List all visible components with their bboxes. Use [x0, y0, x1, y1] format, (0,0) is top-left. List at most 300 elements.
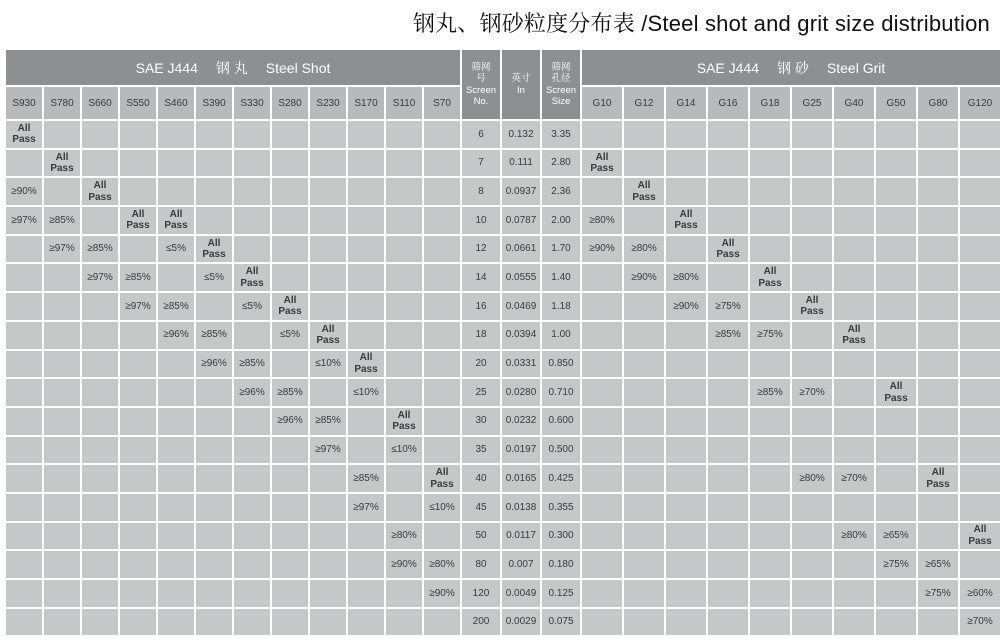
- shot-cell-S280-screen8: [272, 178, 308, 205]
- shot-cell-S460-screen12: ≤5%: [158, 236, 194, 263]
- shot-column-header-S110: S110: [386, 87, 422, 119]
- grit-cell-G18-screen45: [750, 494, 790, 521]
- inch-cell-6: 0.132: [502, 121, 540, 148]
- shot-cell-S550-screen80: [120, 551, 156, 578]
- shot-cell-S460-screen45: [158, 494, 194, 521]
- shot-cell-S550-screen6: [120, 121, 156, 148]
- grit-cell-G120-screen120: ≥60%: [960, 580, 1000, 607]
- grit-cell-G80-screen120: ≥75%: [918, 580, 958, 607]
- grit-cell-G16-screen7: [708, 150, 748, 177]
- grit-cell-G25-screen16: All Pass: [792, 293, 832, 320]
- shot-cell-S780-screen30: [44, 408, 80, 435]
- grit-cell-G16-screen45: [708, 494, 748, 521]
- grit-cell-G10-screen120: [582, 580, 622, 607]
- grit-cell-G16-screen8: [708, 178, 748, 205]
- shot-cell-S70-screen200: [424, 609, 460, 636]
- shot-cell-S330-screen45: [234, 494, 270, 521]
- grit-cell-G14-screen7: [666, 150, 706, 177]
- shot-cell-S280-screen16: All Pass: [272, 293, 308, 320]
- shot-cell-S660-screen20: [82, 351, 118, 378]
- shot-cell-S170-screen45: ≥97%: [348, 494, 384, 521]
- grit-cell-G18-screen18: ≥75%: [750, 322, 790, 349]
- shot-cell-S390-screen200: [196, 609, 232, 636]
- shot-cell-S780-screen18: [44, 322, 80, 349]
- grit-cell-G16-screen10: [708, 207, 748, 234]
- inch-header-line: 英寸: [511, 73, 531, 85]
- grit-cell-G120-screen40: [960, 465, 1000, 492]
- grit-cell-G120-screen200: ≥70%: [960, 609, 1000, 636]
- grit-cell-G12-screen6: [624, 121, 664, 148]
- shot-cell-S550-screen25: [120, 379, 156, 406]
- shot-column-header-S170: S170: [348, 87, 384, 119]
- screen-size-header-line: Screen: [545, 84, 577, 96]
- shot-cell-S390-screen7: [196, 150, 232, 177]
- shot-cell-S70-screen35: [424, 437, 460, 464]
- screen-size-cell-200: 0.075: [542, 609, 580, 636]
- shot-cell-S550-screen35: [120, 437, 156, 464]
- grit-cell-G25-screen80: [792, 551, 832, 578]
- grit-cell-G18-screen14: All Pass: [750, 264, 790, 291]
- shot-cell-S390-screen45: [196, 494, 232, 521]
- inch-cell-80: 0.007: [502, 551, 540, 578]
- shot-cell-S110-screen6: [386, 121, 422, 148]
- shot-cell-S660-screen45: [82, 494, 118, 521]
- shot-cell-S390-screen80: [196, 551, 232, 578]
- inch-cell-12: 0.0661: [502, 236, 540, 263]
- shot-cell-S930-screen8: ≥90%: [6, 178, 42, 205]
- grit-cell-G80-screen80: ≥65%: [918, 551, 958, 578]
- inch-cell-45: 0.0138: [502, 494, 540, 521]
- shot-column-header-S550: S550: [120, 87, 156, 119]
- grit-column-header-G12: G12: [624, 87, 664, 119]
- shot-column-header-S930: S930: [6, 87, 42, 119]
- shot-cell-S230-screen40: [310, 465, 346, 492]
- shot-cell-S390-screen10: [196, 207, 232, 234]
- screen-no-cell-50: 50: [462, 523, 500, 550]
- shot-cell-S280-screen40: [272, 465, 308, 492]
- shot-cell-S460-screen25: [158, 379, 194, 406]
- shot-cell-S390-screen6: [196, 121, 232, 148]
- inch-cell-40: 0.0165: [502, 465, 540, 492]
- shot-cell-S780-screen35: [44, 437, 80, 464]
- grit-cell-G120-screen7: [960, 150, 1000, 177]
- screen-no-cell-80: 80: [462, 551, 500, 578]
- shot-cell-S70-screen50: [424, 523, 460, 550]
- grit-cell-G12-screen50: [624, 523, 664, 550]
- shot-cell-S170-screen14: [348, 264, 384, 291]
- grit-cell-G18-screen35: [750, 437, 790, 464]
- inch-cell-14: 0.0555: [502, 264, 540, 291]
- inch-cell-35: 0.0197: [502, 437, 540, 464]
- shot-cell-S550-screen18: [120, 322, 156, 349]
- shot-cell-S460-screen10: All Pass: [158, 207, 194, 234]
- grit-cell-G80-screen6: [918, 121, 958, 148]
- shot-cell-S230-screen16: [310, 293, 346, 320]
- shot-cell-S330-screen80: [234, 551, 270, 578]
- screen-size-header: [542, 50, 580, 119]
- screen-no-cell-10: 10: [462, 207, 500, 234]
- grit-cell-G10-screen20: [582, 351, 622, 378]
- shot-cell-S390-screen120: [196, 580, 232, 607]
- screen-size-cell-25: 0.710: [542, 379, 580, 406]
- shot-cell-S280-screen25: ≥85%: [272, 379, 308, 406]
- shot-cell-S170-screen7: [348, 150, 384, 177]
- grit-cell-G16-screen25: [708, 379, 748, 406]
- grit-column-header-G10: G10: [582, 87, 622, 119]
- shot-cell-S280-screen35: [272, 437, 308, 464]
- grit-cell-G120-screen12: [960, 236, 1000, 263]
- shot-cell-S230-screen200: [310, 609, 346, 636]
- shot-cell-S330-screen120: [234, 580, 270, 607]
- shot-cell-S780-screen10: ≥85%: [44, 207, 80, 234]
- grit-cell-G25-screen25: ≥70%: [792, 379, 832, 406]
- shot-cell-S780-screen8: [44, 178, 80, 205]
- screen-size-cell-35: 0.500: [542, 437, 580, 464]
- grit-cell-G120-screen45: [960, 494, 1000, 521]
- shot-cell-S460-screen120: [158, 580, 194, 607]
- shot-cell-S780-screen25: [44, 379, 80, 406]
- grit-cell-G80-screen40: All Pass: [918, 465, 958, 492]
- screen-size-cell-40: 0.425: [542, 465, 580, 492]
- shot-cell-S930-screen200: [6, 609, 42, 636]
- shot-cell-S550-screen14: ≥85%: [120, 264, 156, 291]
- grit-cell-G16-screen12: All Pass: [708, 236, 748, 263]
- inch-cell-8: 0.0937: [502, 178, 540, 205]
- grit-cell-G14-screen120: [666, 580, 706, 607]
- grit-cell-G80-screen12: [918, 236, 958, 263]
- grit-cell-G12-screen7: [624, 150, 664, 177]
- shot-cell-S280-screen14: [272, 264, 308, 291]
- shot-cell-S280-screen200: [272, 609, 308, 636]
- grit-cell-G50-screen6: [876, 121, 916, 148]
- shot-cell-S230-screen35: ≥97%: [310, 437, 346, 464]
- shot-cell-S660-screen25: [82, 379, 118, 406]
- shot-cell-S70-screen8: [424, 178, 460, 205]
- shot-cell-S230-screen80: [310, 551, 346, 578]
- shot-cell-S330-screen6: [234, 121, 270, 148]
- grit-cell-G120-screen30: [960, 408, 1000, 435]
- shot-cell-S330-screen10: [234, 207, 270, 234]
- shot-cell-S170-screen40: ≥85%: [348, 465, 384, 492]
- shot-cell-S550-screen50: [120, 523, 156, 550]
- screen-no-cell-45: 45: [462, 494, 500, 521]
- shot-cell-S70-screen16: [424, 293, 460, 320]
- shot-cell-S660-screen8: All Pass: [82, 178, 118, 205]
- screen-no-header: [462, 50, 500, 119]
- screen-size-cell-12: 1.70: [542, 236, 580, 263]
- shot-cell-S930-screen6: All Pass: [6, 121, 42, 148]
- shot-cell-S110-screen50: ≥80%: [386, 523, 422, 550]
- grit-cell-G10-screen18: [582, 322, 622, 349]
- grit-cell-G18-screen7: [750, 150, 790, 177]
- shot-cell-S930-screen18: [6, 322, 42, 349]
- grit-cell-G80-screen14: [918, 264, 958, 291]
- grit-cell-G14-screen50: [666, 523, 706, 550]
- grit-cell-G14-screen45: [666, 494, 706, 521]
- shot-cell-S390-screen50: [196, 523, 232, 550]
- shot-cell-S460-screen200: [158, 609, 194, 636]
- shot-cell-S930-screen45: [6, 494, 42, 521]
- grit-cell-G14-screen30: [666, 408, 706, 435]
- grit-cell-G40-screen35: [834, 437, 874, 464]
- grit-cell-G18-screen6: [750, 121, 790, 148]
- shot-cell-S550-screen20: [120, 351, 156, 378]
- shot-cell-S390-screen40: [196, 465, 232, 492]
- shot-cell-S70-screen20: [424, 351, 460, 378]
- shot-cell-S460-screen20: [158, 351, 194, 378]
- grit-cell-G50-screen50: ≥65%: [876, 523, 916, 550]
- screen-size-cell-7: 2.80: [542, 150, 580, 177]
- shot-group-header: [6, 50, 460, 85]
- grit-cell-G18-screen200: [750, 609, 790, 636]
- shot-cell-S460-screen50: [158, 523, 194, 550]
- grit-cell-G12-screen14: ≥90%: [624, 264, 664, 291]
- grit-cell-G25-screen18: [792, 322, 832, 349]
- grit-cell-G80-screen7: [918, 150, 958, 177]
- grit-column-header-G14: G14: [666, 87, 706, 119]
- page-title: 钢丸、钢砂粒度分布表 /Steel shot and grit size distribution: [412, 11, 990, 36]
- shot-cell-S330-screen35: [234, 437, 270, 464]
- screen-no-cell-20: 20: [462, 351, 500, 378]
- shot-cell-S70-screen6: [424, 121, 460, 148]
- inch-cell-7: 0.111: [502, 150, 540, 177]
- inch-cell-16: 0.0469: [502, 293, 540, 320]
- grit-cell-G10-screen8: [582, 178, 622, 205]
- shot-cell-S330-screen50: [234, 523, 270, 550]
- grit-cell-G80-screen200: [918, 609, 958, 636]
- shot-cell-S280-screen10: [272, 207, 308, 234]
- shot-cell-S170-screen12: [348, 236, 384, 263]
- screen-size-cell-18: 1.00: [542, 322, 580, 349]
- grit-cell-G50-screen25: All Pass: [876, 379, 916, 406]
- grit-cell-G18-screen30: [750, 408, 790, 435]
- grit-cell-G25-screen30: [792, 408, 832, 435]
- grit-cell-G10-screen80: [582, 551, 622, 578]
- grit-group-header-standard: SAE J444: [696, 59, 759, 76]
- grit-cell-G14-screen14: ≥80%: [666, 264, 706, 291]
- shot-cell-S930-screen80: [6, 551, 42, 578]
- screen-no-cell-120: 120: [462, 580, 500, 607]
- shot-cell-S660-screen30: [82, 408, 118, 435]
- inch-cell-30: 0.0232: [502, 408, 540, 435]
- grit-cell-G12-screen12: ≥80%: [624, 236, 664, 263]
- grit-cell-G120-screen10: [960, 207, 1000, 234]
- shot-cell-S390-screen14: ≤5%: [196, 264, 232, 291]
- shot-cell-S660-screen10: [82, 207, 118, 234]
- grit-cell-G12-screen200: [624, 609, 664, 636]
- grit-column-header-G40: G40: [834, 87, 874, 119]
- shot-cell-S660-screen200: [82, 609, 118, 636]
- shot-cell-S170-screen35: [348, 437, 384, 464]
- shot-cell-S170-screen80: [348, 551, 384, 578]
- grit-cell-G18-screen12: [750, 236, 790, 263]
- grit-cell-G25-screen7: [792, 150, 832, 177]
- grit-cell-G80-screen25: [918, 379, 958, 406]
- shot-cell-S70-screen45: ≤10%: [424, 494, 460, 521]
- shot-cell-S460-screen30: [158, 408, 194, 435]
- grit-cell-G10-screen25: [582, 379, 622, 406]
- screen-size-cell-120: 0.125: [542, 580, 580, 607]
- shot-column-header-S780: S780: [44, 87, 80, 119]
- grit-cell-G40-screen12: [834, 236, 874, 263]
- grit-cell-G80-screen10: [918, 207, 958, 234]
- shot-cell-S660-screen50: [82, 523, 118, 550]
- grit-cell-G14-screen6: [666, 121, 706, 148]
- shot-cell-S390-screen35: [196, 437, 232, 464]
- screen-size-header-line: 筛网: [551, 62, 571, 74]
- grit-cell-G18-screen50: [750, 523, 790, 550]
- shot-cell-S550-screen40: [120, 465, 156, 492]
- grit-cell-G120-screen8: [960, 178, 1000, 205]
- grit-cell-G120-screen20: [960, 351, 1000, 378]
- grit-cell-G12-screen80: [624, 551, 664, 578]
- shot-cell-S110-screen7: [386, 150, 422, 177]
- shot-cell-S230-screen120: [310, 580, 346, 607]
- shot-cell-S170-screen10: [348, 207, 384, 234]
- inch-cell-18: 0.0394: [502, 322, 540, 349]
- grit-cell-G25-screen12: [792, 236, 832, 263]
- grit-cell-G16-screen30: [708, 408, 748, 435]
- shot-cell-S390-screen20: ≥96%: [196, 351, 232, 378]
- grit-cell-G120-screen35: [960, 437, 1000, 464]
- shot-cell-S330-screen16: ≤5%: [234, 293, 270, 320]
- grit-cell-G12-screen30: [624, 408, 664, 435]
- shot-cell-S550-screen12: [120, 236, 156, 263]
- shot-cell-S330-screen30: [234, 408, 270, 435]
- shot-cell-S110-screen40: [386, 465, 422, 492]
- grit-group-header-name_cn: 钢 砂: [777, 59, 809, 76]
- grit-cell-G12-screen45: [624, 494, 664, 521]
- shot-cell-S460-screen80: [158, 551, 194, 578]
- grit-cell-G16-screen20: [708, 351, 748, 378]
- shot-cell-S390-screen12: All Pass: [196, 236, 232, 263]
- shot-cell-S70-screen80: ≥80%: [424, 551, 460, 578]
- grit-cell-G16-screen14: [708, 264, 748, 291]
- shot-cell-S930-screen14: [6, 264, 42, 291]
- screen-size-cell-20: 0.850: [542, 351, 580, 378]
- inch-cell-20: 0.0331: [502, 351, 540, 378]
- shot-group-header-name_en: Steel Shot: [265, 59, 331, 76]
- grit-cell-G40-screen45: [834, 494, 874, 521]
- grit-cell-G18-screen16: [750, 293, 790, 320]
- screen-no-header-line: No.: [473, 95, 489, 107]
- grit-cell-G10-screen16: [582, 293, 622, 320]
- grit-cell-G10-screen12: ≥90%: [582, 236, 622, 263]
- shot-cell-S660-screen120: [82, 580, 118, 607]
- grit-cell-G16-screen16: ≥75%: [708, 293, 748, 320]
- grit-cell-G16-screen120: [708, 580, 748, 607]
- shot-cell-S550-screen200: [120, 609, 156, 636]
- shot-cell-S70-screen30: [424, 408, 460, 435]
- shot-cell-S930-screen120: [6, 580, 42, 607]
- grit-cell-G120-screen16: [960, 293, 1000, 320]
- inch-cell-200: 0.0029: [502, 609, 540, 636]
- shot-cell-S170-screen16: [348, 293, 384, 320]
- grit-cell-G25-screen120: [792, 580, 832, 607]
- shot-cell-S930-screen20: [6, 351, 42, 378]
- shot-cell-S390-screen30: [196, 408, 232, 435]
- shot-cell-S280-screen7: [272, 150, 308, 177]
- shot-cell-S930-screen10: ≥97%: [6, 207, 42, 234]
- grit-cell-G50-screen45: [876, 494, 916, 521]
- shot-cell-S780-screen80: [44, 551, 80, 578]
- grit-cell-G14-screen35: [666, 437, 706, 464]
- shot-cell-S660-screen6: [82, 121, 118, 148]
- shot-cell-S110-screen10: [386, 207, 422, 234]
- grit-cell-G50-screen120: [876, 580, 916, 607]
- shot-cell-S330-screen12: [234, 236, 270, 263]
- grit-cell-G12-screen10: [624, 207, 664, 234]
- screen-size-cell-80: 0.180: [542, 551, 580, 578]
- shot-cell-S70-screen25: [424, 379, 460, 406]
- shot-cell-S780-screen50: [44, 523, 80, 550]
- screen-no-cell-14: 14: [462, 264, 500, 291]
- grit-cell-G10-screen7: All Pass: [582, 150, 622, 177]
- shot-column-header-S330: S330: [234, 87, 270, 119]
- shot-cell-S170-screen30: [348, 408, 384, 435]
- shot-cell-S660-screen80: [82, 551, 118, 578]
- grit-cell-G14-screen18: [666, 322, 706, 349]
- grit-cell-G80-screen50: [918, 523, 958, 550]
- shot-cell-S550-screen7: [120, 150, 156, 177]
- grit-cell-G25-screen40: ≥80%: [792, 465, 832, 492]
- screen-size-cell-30: 0.600: [542, 408, 580, 435]
- shot-cell-S110-screen35: ≤10%: [386, 437, 422, 464]
- shot-cell-S660-screen12: ≥85%: [82, 236, 118, 263]
- screen-no-cell-25: 25: [462, 379, 500, 406]
- grit-cell-G12-screen35: [624, 437, 664, 464]
- shot-column-header-S660: S660: [82, 87, 118, 119]
- shot-cell-S460-screen40: [158, 465, 194, 492]
- shot-group-header-standard: SAE J444: [135, 59, 198, 76]
- grit-cell-G40-screen40: ≥70%: [834, 465, 874, 492]
- shot-cell-S550-screen45: [120, 494, 156, 521]
- screen-no-cell-30: 30: [462, 408, 500, 435]
- shot-cell-S280-screen80: [272, 551, 308, 578]
- shot-cell-S110-screen18: [386, 322, 422, 349]
- shot-cell-S170-screen200: [348, 609, 384, 636]
- shot-cell-S70-screen40: All Pass: [424, 465, 460, 492]
- shot-cell-S170-screen6: [348, 121, 384, 148]
- shot-cell-S70-screen10: [424, 207, 460, 234]
- screen-size-cell-50: 0.300: [542, 523, 580, 550]
- grit-cell-G16-screen40: [708, 465, 748, 492]
- screen-no-cell-18: 18: [462, 322, 500, 349]
- shot-cell-S780-screen7: All Pass: [44, 150, 80, 177]
- shot-cell-S280-screen50: [272, 523, 308, 550]
- grit-column-header-G80: G80: [918, 87, 958, 119]
- shot-cell-S330-screen7: [234, 150, 270, 177]
- grit-cell-G50-screen35: [876, 437, 916, 464]
- shot-cell-S230-screen50: [310, 523, 346, 550]
- screen-size-header-line: 孔径: [551, 73, 571, 85]
- shot-cell-S110-screen8: [386, 178, 422, 205]
- grit-cell-G80-screen16: [918, 293, 958, 320]
- shot-cell-S330-screen20: ≥85%: [234, 351, 270, 378]
- shot-cell-S280-screen20: [272, 351, 308, 378]
- grit-cell-G10-screen35: [582, 437, 622, 464]
- grit-cell-G50-screen30: [876, 408, 916, 435]
- shot-cell-S550-screen8: [120, 178, 156, 205]
- grit-column-header-G25: G25: [792, 87, 832, 119]
- grit-cell-G10-screen30: [582, 408, 622, 435]
- grit-cell-G120-screen6: [960, 121, 1000, 148]
- shot-cell-S460-screen35: [158, 437, 194, 464]
- screen-size-cell-14: 1.40: [542, 264, 580, 291]
- grit-cell-G12-screen8: All Pass: [624, 178, 664, 205]
- shot-cell-S110-screen14: [386, 264, 422, 291]
- grit-cell-G16-screen6: [708, 121, 748, 148]
